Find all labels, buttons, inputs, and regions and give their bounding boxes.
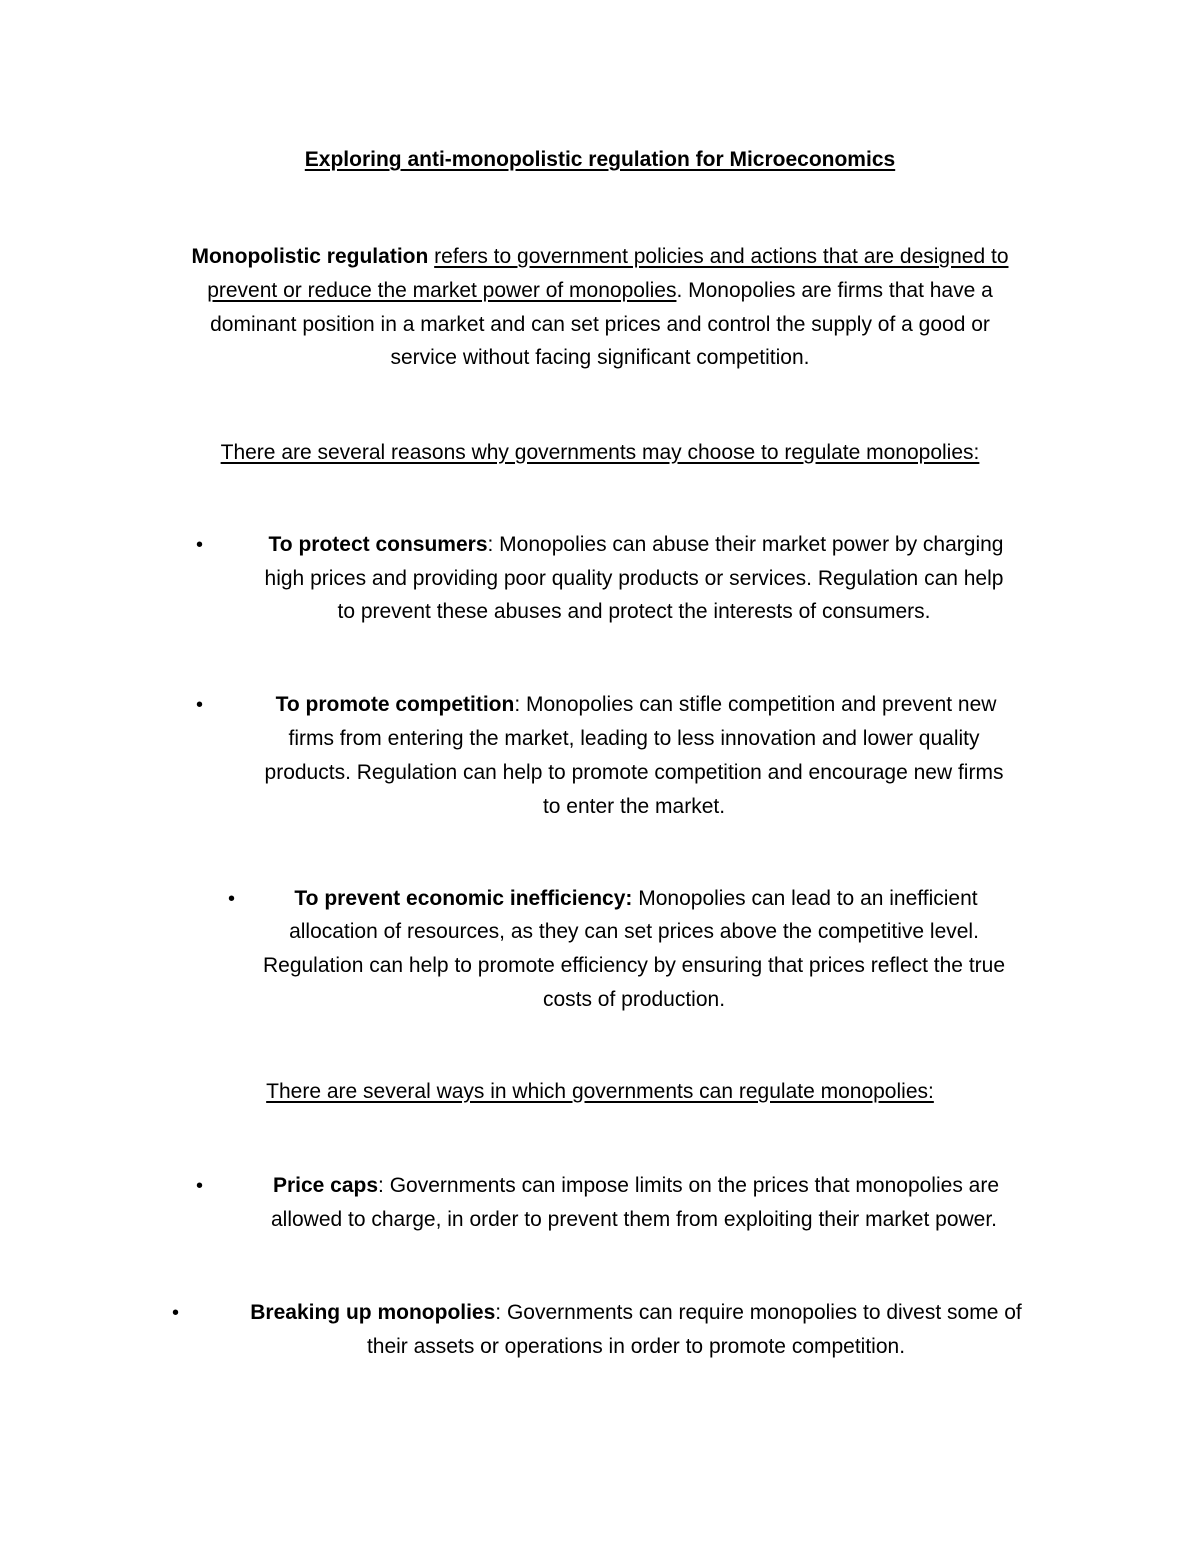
way-2-label: Breaking up monopolies bbox=[250, 1301, 496, 1324]
reason-3-line-3: Regulation can help to promote efficiency by ensuring that prices reflect the true bbox=[262, 954, 1006, 977]
reason-2-line-2: firms from entering the market, leading to less innovation and lower quality bbox=[288, 727, 980, 750]
reason-2-label: To promote competition bbox=[275, 693, 515, 716]
reason-2-line-1 bbox=[36, 691, 1200, 719]
reason-2-line-3: products. Regulation can help to promote competition and encourage new firms bbox=[264, 761, 1004, 784]
intro-term: Monopolistic regulation bbox=[191, 245, 429, 268]
reason-3-text: Monopolies can lead to an inefficient bbox=[632, 887, 978, 910]
way-1-line-2: allowed to charge, in order to prevent them from exploiting their market power. bbox=[270, 1208, 998, 1231]
reason-3-label: To prevent economic inefficiency: bbox=[294, 887, 633, 910]
intro-line-2 bbox=[0, 277, 1200, 305]
way-2-line-1 bbox=[36, 1299, 1200, 1327]
document-title: Exploring anti-monopolistic regulation for Microeconomics bbox=[304, 148, 896, 171]
intro-definition-1: refers to government policies and actions that are designed to bbox=[434, 245, 1009, 268]
way-1-text: : Governments can impose limits on the prices that monopolies are bbox=[378, 1174, 1000, 1197]
bullet-icon: • bbox=[196, 694, 204, 716]
intro-line-3: dominant position in a market and can set prices and control the supply of a good or bbox=[210, 313, 990, 336]
reason-2-text: : Monopolies can stifle competition and prevent new bbox=[514, 693, 997, 716]
intro-definition-2: prevent or reduce the market power of monopolies bbox=[207, 279, 677, 302]
reason-3-line-1 bbox=[36, 885, 1200, 913]
reason-1-line-2: high prices and providing poor quality products or services. Regulation can help bbox=[264, 567, 1004, 590]
intro-period: . bbox=[676, 279, 683, 302]
bullet-icon: • bbox=[172, 1302, 180, 1324]
way-2-text: : Governments can require monopolies to divest some of bbox=[495, 1301, 1022, 1324]
ways-heading: There are several ways in which governments can regulate monopolies: bbox=[266, 1080, 934, 1103]
reason-1-text: : Monopolies can abuse their market power by charging bbox=[487, 533, 1004, 556]
intro-line-2-rest: Monopolies are firms that have a bbox=[682, 279, 993, 302]
reason-1-label: To protect consumers bbox=[268, 533, 488, 556]
bullet-icon: • bbox=[196, 534, 204, 556]
reason-1-line-1 bbox=[36, 531, 1200, 559]
reason-1-line-3: to prevent these abuses and protect the interests of consumers. bbox=[337, 600, 931, 623]
intro-line-1 bbox=[0, 243, 1200, 271]
way-1-label: Price caps bbox=[272, 1174, 379, 1197]
reason-3-line-2: allocation of resources, as they can set prices above the competitive level. bbox=[289, 920, 979, 943]
way-1-line-1 bbox=[36, 1172, 1200, 1200]
reason-2-line-4: to enter the market. bbox=[542, 795, 726, 818]
intro-line-4: service without facing significant competition. bbox=[390, 346, 810, 369]
bullet-icon: • bbox=[228, 888, 236, 910]
reasons-heading: There are several reasons why governments may choose to regulate monopolies: bbox=[220, 441, 980, 464]
bullet-icon: • bbox=[196, 1175, 204, 1197]
reason-3-line-4: costs of production. bbox=[542, 988, 726, 1011]
way-2-line-2: their assets or operations in order to promote competition. bbox=[366, 1335, 906, 1358]
